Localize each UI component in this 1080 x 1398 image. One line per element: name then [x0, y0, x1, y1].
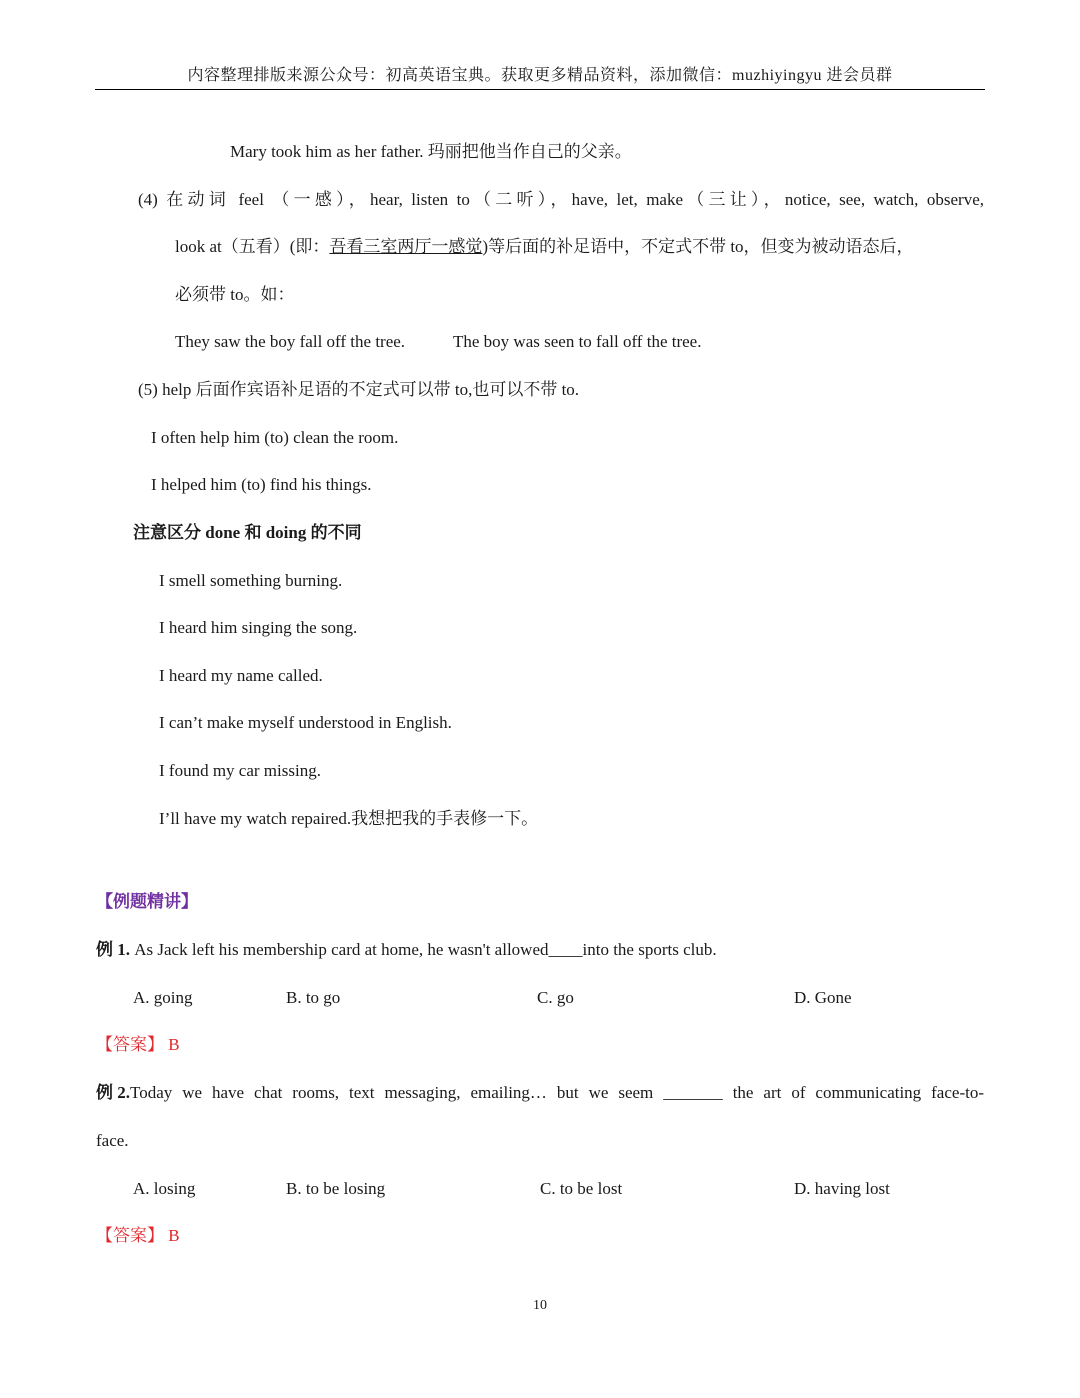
- q1-option-a: A. going: [133, 988, 193, 1007]
- question-2-label: 例 2.: [96, 1083, 130, 1102]
- q1-answer: 【答案】 B: [96, 1035, 180, 1054]
- q2-answer: 【答案】 B: [96, 1226, 180, 1245]
- q1-option-d: D. Gone: [794, 988, 852, 1007]
- question-2-text-cont: face.: [96, 1131, 129, 1150]
- rule4-example-active: They saw the boy fall off the tree.: [175, 332, 406, 351]
- note-example: I heard him singing the song.: [159, 618, 358, 637]
- note-example: I can’t make myself understood in English.: [159, 713, 452, 732]
- note-heading: 注意区分 done 和 doing 的不同: [133, 523, 362, 542]
- mary-example: Mary took him as her father. 玛丽把他当作自己的父亲。: [230, 142, 632, 161]
- rule5-line1: (5) help 后面作宾语补足语的不定式可以带 to,也可以不带 to.: [138, 380, 580, 399]
- rule4-example-passive: The boy was seen to fall off the tree.: [453, 332, 702, 351]
- question-2-text: Today we have chat rooms, text messaging, emailing… but we seem _______ the art of communicating face-to-: [130, 1083, 984, 1102]
- note-example: I smell something burning.: [159, 571, 343, 590]
- header-divider: [95, 89, 985, 90]
- section-title: 【例题精讲】: [96, 892, 198, 911]
- rule5-example-2: I helped him (to) find his things.: [151, 475, 372, 494]
- page-number: 10: [533, 1298, 547, 1313]
- q2-option-b: B. to be losing: [286, 1179, 386, 1198]
- q1-option-c: C. go: [537, 988, 574, 1007]
- rule4-line1: (4) 在动词 feel （一感），hear, listen to（二听），have, let, make（三让），notice, see, watch, observe,: [138, 190, 984, 209]
- rule4-line2-pre: look at（五看）(即：: [175, 237, 330, 256]
- question-2: [96, 1082, 984, 1104]
- question-1-label: 例 1.: [96, 940, 130, 959]
- rule4-line2-post: )等后面的补足语中，不定式不带 to，但变为被动语态后，: [482, 237, 914, 256]
- page-header: 内容整理排版来源公众号：初高英语宝典。获取更多精品资料，添加微信：muzhiyingyu 进会员群: [187, 67, 893, 84]
- question-1-text: As Jack left his membership card at home, he wasn't allowed____into the sports club.: [130, 940, 717, 959]
- note-example: I heard my name called.: [159, 666, 323, 685]
- question-1: [96, 939, 717, 961]
- rule4-mnemonic: 吾看三室两厅一感觉: [329, 237, 483, 256]
- q2-option-c: C. to be lost: [540, 1179, 623, 1198]
- note-example: I’ll have my watch repaired.我想把我的手表修一下。: [159, 809, 539, 828]
- rule5-example-1: I often help him (to) clean the room.: [151, 428, 399, 447]
- rule4-line2: [175, 236, 914, 258]
- rule4-line3: 必须带 to。如：: [175, 285, 295, 304]
- q2-option-d: D. having lost: [794, 1179, 890, 1198]
- q2-option-a: A. losing: [133, 1179, 196, 1198]
- q1-option-b: B. to go: [286, 988, 341, 1007]
- note-example: I found my car missing.: [159, 761, 321, 780]
